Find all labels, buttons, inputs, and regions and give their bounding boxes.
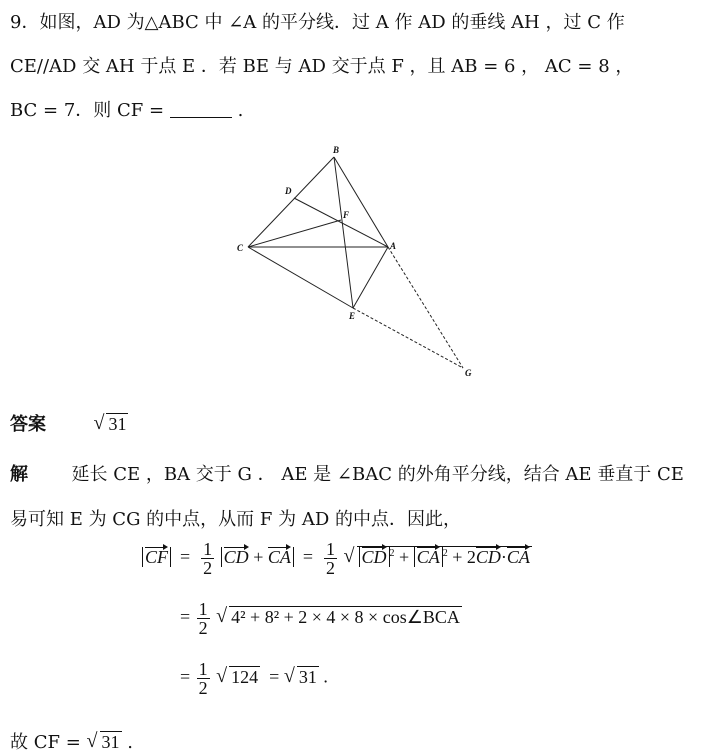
point-label-G: G [465,368,472,378]
conclusion-pre: 故 CF = [10,732,81,753]
problem-line-1: 9．如图，AD 为△ABC 中 ∠A 的平分线．过 A 作 AD 的垂线 AH ，过 C 作 [10,12,625,33]
solution-line-1 [10,460,684,486]
solution-label: 解 [10,464,28,485]
answer-label: 答案 [10,414,46,435]
dashed-EG [353,308,463,368]
conclusion-line: 故 CF = √ 31 . [10,728,133,754]
segment-BE [334,157,353,308]
vec-CA: CA [267,546,291,567]
problem-line-3-post: . [237,100,244,121]
half-fraction-2: $\frac{1}{2}$ [326,539,336,578]
point-label-C: C [237,243,244,253]
segment-AE [353,247,388,308]
point-label-A: A [390,241,397,251]
segment-BC [248,157,334,247]
sqrt-124: √ 124 [216,667,260,688]
vec-CD: CD [223,546,249,567]
sqrt-expression-1: √ CD $^2$ + CA $^2$ + 2CD·CA [344,547,532,568]
half-fraction-4: $\frac{1}{2}$ [198,659,208,698]
conclusion-sqrt: √ 31 [87,732,122,753]
segment-CE [248,247,353,308]
point-label-F: F [343,210,350,220]
point-label-E: E [349,311,356,321]
equation-3: = $\frac{1}{2}$ √ 124 = √ 31 . [180,660,328,697]
half-fraction-1: $\frac{1}{2}$ [203,539,213,578]
solution-line-1-text: 延长 CE ，BA 交于 G ． AE 是 ∠BAC 的外角平分线，结合 AE 垂直于 CE [71,464,684,485]
problem-line-2: CE//AD 交 AH 于点 E ．若 BE 与 AD 交于点 F ，且 AB = 6 ， AC = 8 ， [10,56,634,77]
equation-2: = $\frac{1}{2}$ √ 4² + 8² + 2 × 4 × 8 × cos∠BCA [180,600,462,637]
point-label-D: D [285,186,292,196]
point-label-B: B [333,145,340,155]
sqrt-31: √ 31 [284,667,319,688]
answer-value: √ 31 [93,414,128,435]
vec-CF: CF [145,546,169,567]
problem-line-3-pre: BC = 7．则 CF = [10,100,165,121]
answer-row [10,410,128,436]
sqrt-expression-2: √ 4² + 8² + 2 × 4 × 8 × cos∠BCA [216,607,462,628]
half-fraction-3: $\frac{1}{2}$ [198,599,208,638]
segment-BA [334,157,388,247]
segment-DA [294,198,388,247]
solution-line-2: 易可知 E 为 CG 的中点，从而 F 为 AD 的中点．因此， [10,509,461,530]
equation-1: CF = $\frac{1}{2}$ CD + CA = $\frac{1}{2}$ √ CD $^2$ + CA $^2$ + 2CD·CA [142,540,532,577]
segment-CF [248,220,341,247]
dashed-AG [388,247,463,368]
